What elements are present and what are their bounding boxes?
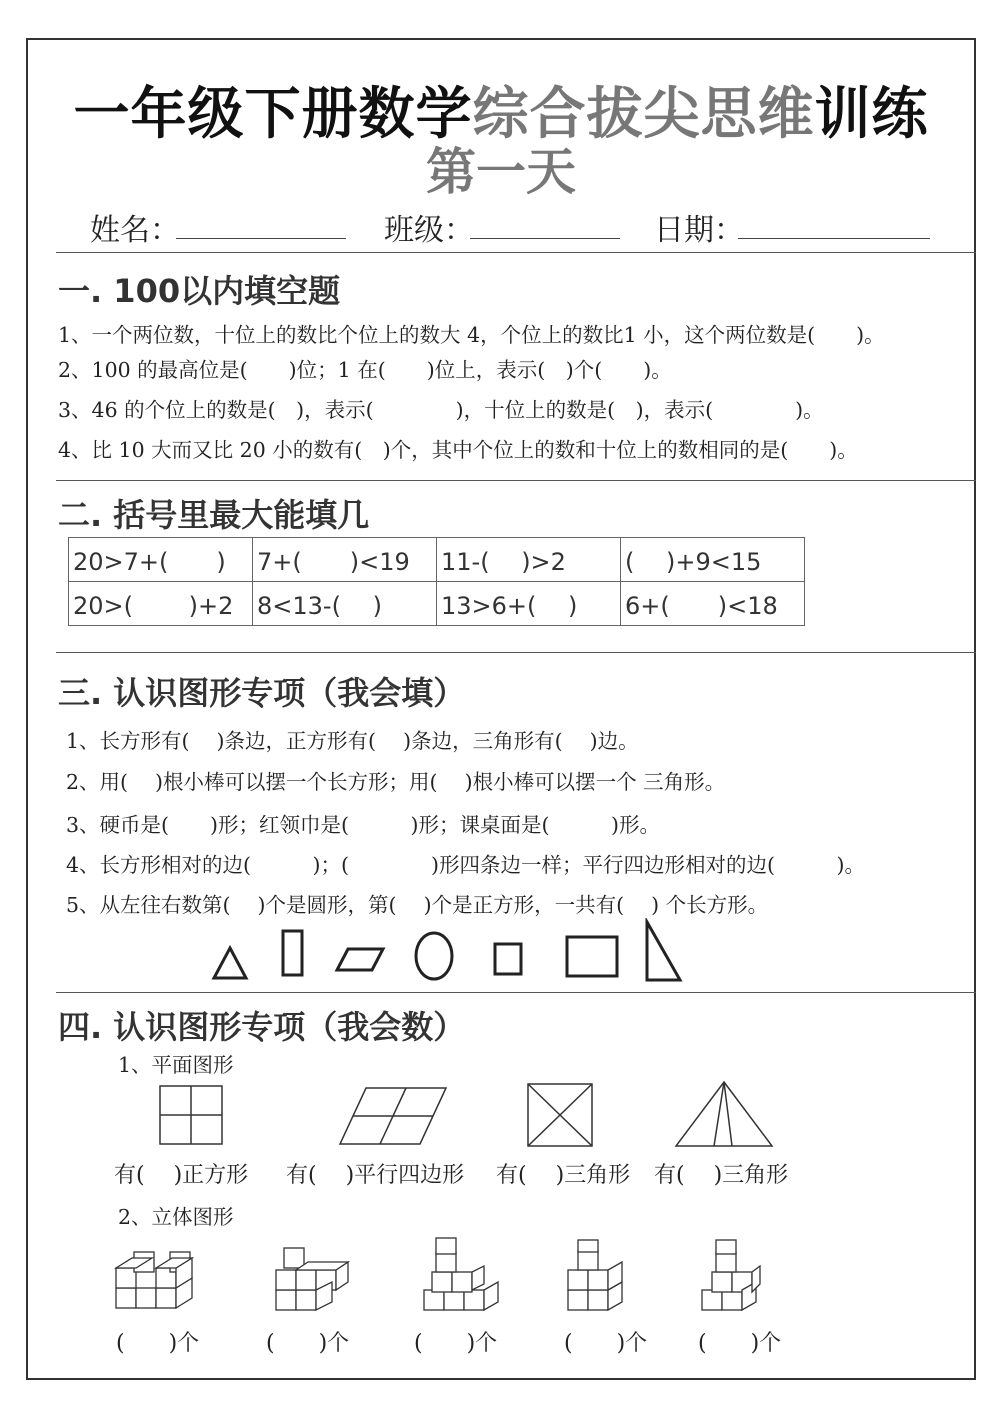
cube-stack-figure xyxy=(700,1238,764,1314)
section4-title: 四. 认识图形专项（我会数） xyxy=(58,1008,466,1046)
parallelogram-icon xyxy=(334,946,386,974)
inequality-table xyxy=(68,537,805,626)
right-triangle-icon xyxy=(642,918,684,984)
table-cell[interactable]: 13>6+( ) xyxy=(437,582,621,626)
solid-answer-4: ( )个 xyxy=(564,1331,648,1356)
solid-answer-3: ( )个 xyxy=(414,1331,498,1356)
section1-question-2: 2、100 的最高位是( )位；1 在( )位上，表示( )个( )。 xyxy=(58,358,672,382)
table-cell[interactable]: 20>( )+2 xyxy=(69,582,253,626)
crossed-square-figure xyxy=(526,1082,596,1150)
class-field[interactable] xyxy=(470,238,620,239)
section3-question-1: 1、长方形有( )条边，正方形有( )条边，三角形有( )边。 xyxy=(66,729,639,753)
section1-question-1: 1、一个两位数，十位上的数比个位上的数大 4，个位上的数比1 小，这个两位数是( )。 xyxy=(58,323,885,347)
small-square-icon xyxy=(492,940,526,978)
name-label: 姓名： xyxy=(90,213,180,248)
solid-answer-1: ( )个 xyxy=(116,1331,200,1356)
grid-square-figure xyxy=(158,1084,226,1148)
section3-question-3: 3、硬币是( )形；红领巾是( )形；课桌面是( )形。 xyxy=(66,813,661,837)
section2-title: 二. 括号里最大能填几 xyxy=(58,496,370,534)
table-cell[interactable]: 11-( )>2 xyxy=(437,538,621,582)
solid-answer-2: ( )个 xyxy=(266,1331,350,1356)
divider xyxy=(56,480,976,481)
table-row xyxy=(69,582,805,626)
plane-answer-1: 有( )正方形 xyxy=(114,1163,249,1188)
tall-rectangle-icon xyxy=(280,928,306,980)
date-label: 日期： xyxy=(654,213,744,248)
title-part-2: 综合拔尖思维 xyxy=(472,82,815,147)
table-cell[interactable]: ( )+9<15 xyxy=(621,538,805,582)
section3-question-5: 5、从左往右数第( )个是圆形，第( )个是正方形，一共有( ) 个长方形。 xyxy=(66,893,769,917)
wide-rectangle-icon xyxy=(564,934,620,980)
plane-answer-4: 有( )三角形 xyxy=(654,1163,789,1188)
cube-stack-figure xyxy=(422,1236,502,1314)
triangle-icon xyxy=(210,944,250,982)
split-parallelogram-figure xyxy=(338,1086,450,1148)
class-label: 班级： xyxy=(384,213,474,248)
section3-question-4: 4、长方形相对的边( )；( )形四条边一样；平行四边形相对的边( )。 xyxy=(66,853,866,877)
table-cell[interactable]: 8<13-( ) xyxy=(253,582,437,626)
table-cell[interactable]: 20>7+( ) xyxy=(69,538,253,582)
cube-stack-figure xyxy=(114,1244,200,1314)
oval-icon xyxy=(412,930,456,982)
table-row xyxy=(69,538,805,582)
plane-answer-2: 有( )平行四边形 xyxy=(286,1163,465,1188)
worksheet xyxy=(26,38,976,1380)
divider xyxy=(56,992,976,993)
table-cell[interactable]: 7+( )<19 xyxy=(253,538,437,582)
solid-figures-heading: 2、立体图形 xyxy=(118,1205,234,1229)
table-cell[interactable]: 6+( )<18 xyxy=(621,582,805,626)
title-part-3: 训练 xyxy=(814,82,929,147)
divider xyxy=(56,652,976,653)
plane-figures-heading: 1、平面图形 xyxy=(118,1053,234,1077)
name-field[interactable] xyxy=(176,238,346,239)
title-part-1: 一年级下册数学 xyxy=(73,82,473,147)
section1-question-3: 3、46 的个位上的数是( )，表示( )，十位上的数是( )，表示( )。 xyxy=(58,398,824,422)
cube-stack-figure xyxy=(566,1238,628,1314)
plane-answer-3: 有( )三角形 xyxy=(496,1163,631,1188)
section3-question-2: 2、用( )根小棒可以摆一个长方形；用( )根小棒可以摆一个 三角形。 xyxy=(66,770,726,794)
divider xyxy=(56,252,976,253)
section1-question-4: 4、比 10 大而又比 20 小的数有( )个，其中个位上的数和十位上的数相同的是( )。 xyxy=(58,438,858,462)
cube-stack-figure xyxy=(274,1238,354,1314)
worksheet-subtitle: 第一天 xyxy=(426,143,576,201)
section3-title: 三. 认识图形专项（我会填） xyxy=(58,674,466,712)
split-triangle-figure xyxy=(674,1080,776,1150)
date-field[interactable] xyxy=(738,238,930,239)
section1-title: 一. 100以内填空题 xyxy=(58,272,341,310)
solid-answer-5: ( )个 xyxy=(698,1331,782,1356)
